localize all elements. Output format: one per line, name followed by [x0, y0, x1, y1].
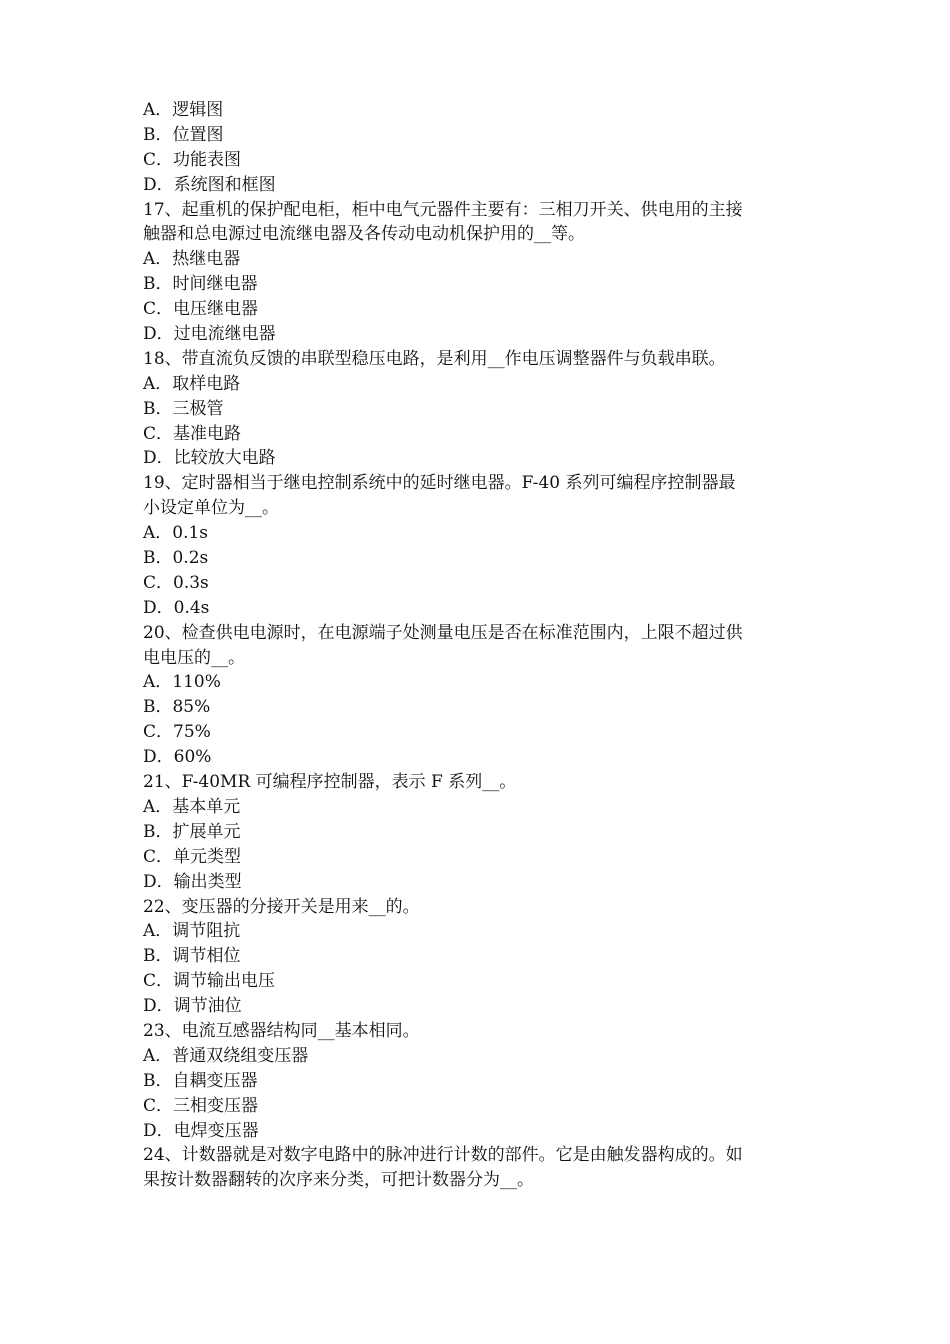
question-text: 18、带直流负反馈的串联型稳压电路，是利用__作电压调整器件与负载串联。 — [143, 348, 726, 369]
option-line: C．三相变压器 — [143, 1095, 259, 1116]
option-line: C．调节输出电压 — [143, 971, 276, 992]
option-line: B．扩展单元 — [143, 821, 241, 842]
question-text: 小设定单位为__。 — [143, 498, 279, 519]
document-page — [143, 98, 823, 1193]
question-text: 19、定时器相当于继电控制系统中的延时继电器。F-40 系列可编程序控制器最 — [143, 473, 736, 494]
option-line: C．75% — [143, 722, 211, 743]
option-line: D．输出类型 — [143, 871, 242, 892]
option-line: B．自耦变压器 — [143, 1070, 258, 1091]
option-line: A．0.1s — [143, 523, 209, 544]
option-line: A．基本单元 — [143, 796, 241, 817]
option-line: B．调节相位 — [143, 946, 241, 967]
option-line: B．0.2s — [143, 548, 209, 569]
question-text: 电电压的__。 — [143, 647, 245, 668]
option-line: B．位置图 — [143, 124, 224, 145]
question-text: 22、变压器的分接开关是用来__的。 — [143, 896, 420, 917]
option-line: D．0.4s — [143, 597, 210, 618]
option-line: C．功能表图 — [143, 149, 242, 170]
option-line: A．逻辑图 — [143, 100, 224, 120]
option-line: D．电焊变压器 — [143, 1120, 259, 1141]
question-text: 23、电流互感器结构同__基本相同。 — [143, 1020, 420, 1041]
question-text: 24、计数器就是对数字电路中的脉冲进行计数的部件。它是由触发器构成的。如 — [143, 1145, 743, 1166]
option-line: D．60% — [143, 747, 212, 768]
option-line: D．系统图和框图 — [143, 174, 276, 195]
option-line: C．单元类型 — [143, 846, 242, 867]
option-line: C．0.3s — [143, 572, 209, 593]
question-text: 17、起重机的保护配电柜，柜中电气元器件主要有：三相刀开关、供电用的主接 — [143, 199, 743, 220]
option-line: C．电压继电器 — [143, 299, 259, 320]
option-line: C．基准电路 — [143, 423, 242, 444]
question-text: 20、检查供电电源时，在电源端子处测量电压是否在标准范围内，上限不超过供 — [143, 622, 743, 643]
option-line: D．比较放大电路 — [143, 448, 276, 469]
option-line: A．普通双绕组变压器 — [143, 1045, 309, 1066]
option-line: D．过电流继电器 — [143, 324, 276, 345]
option-line: B．时间继电器 — [143, 274, 258, 295]
option-line: A．热继电器 — [143, 249, 241, 270]
option-line: A．取样电路 — [143, 373, 241, 394]
option-line: B．三极管 — [143, 398, 224, 419]
option-line: D．调节油位 — [143, 996, 242, 1017]
option-line: A．110% — [143, 672, 221, 693]
question-text: 触器和总电源过电流继电器及各传动电动机保护用的__等。 — [143, 224, 585, 245]
question-text: 果按计数器翻转的次序来分类，可把计数器分为__。 — [143, 1170, 534, 1191]
option-line: A．调节阻抗 — [143, 921, 241, 942]
question-text: 21、F-40MR 可编程序控制器，表示 F 系列__。 — [143, 772, 517, 793]
option-line: B．85% — [143, 697, 211, 718]
